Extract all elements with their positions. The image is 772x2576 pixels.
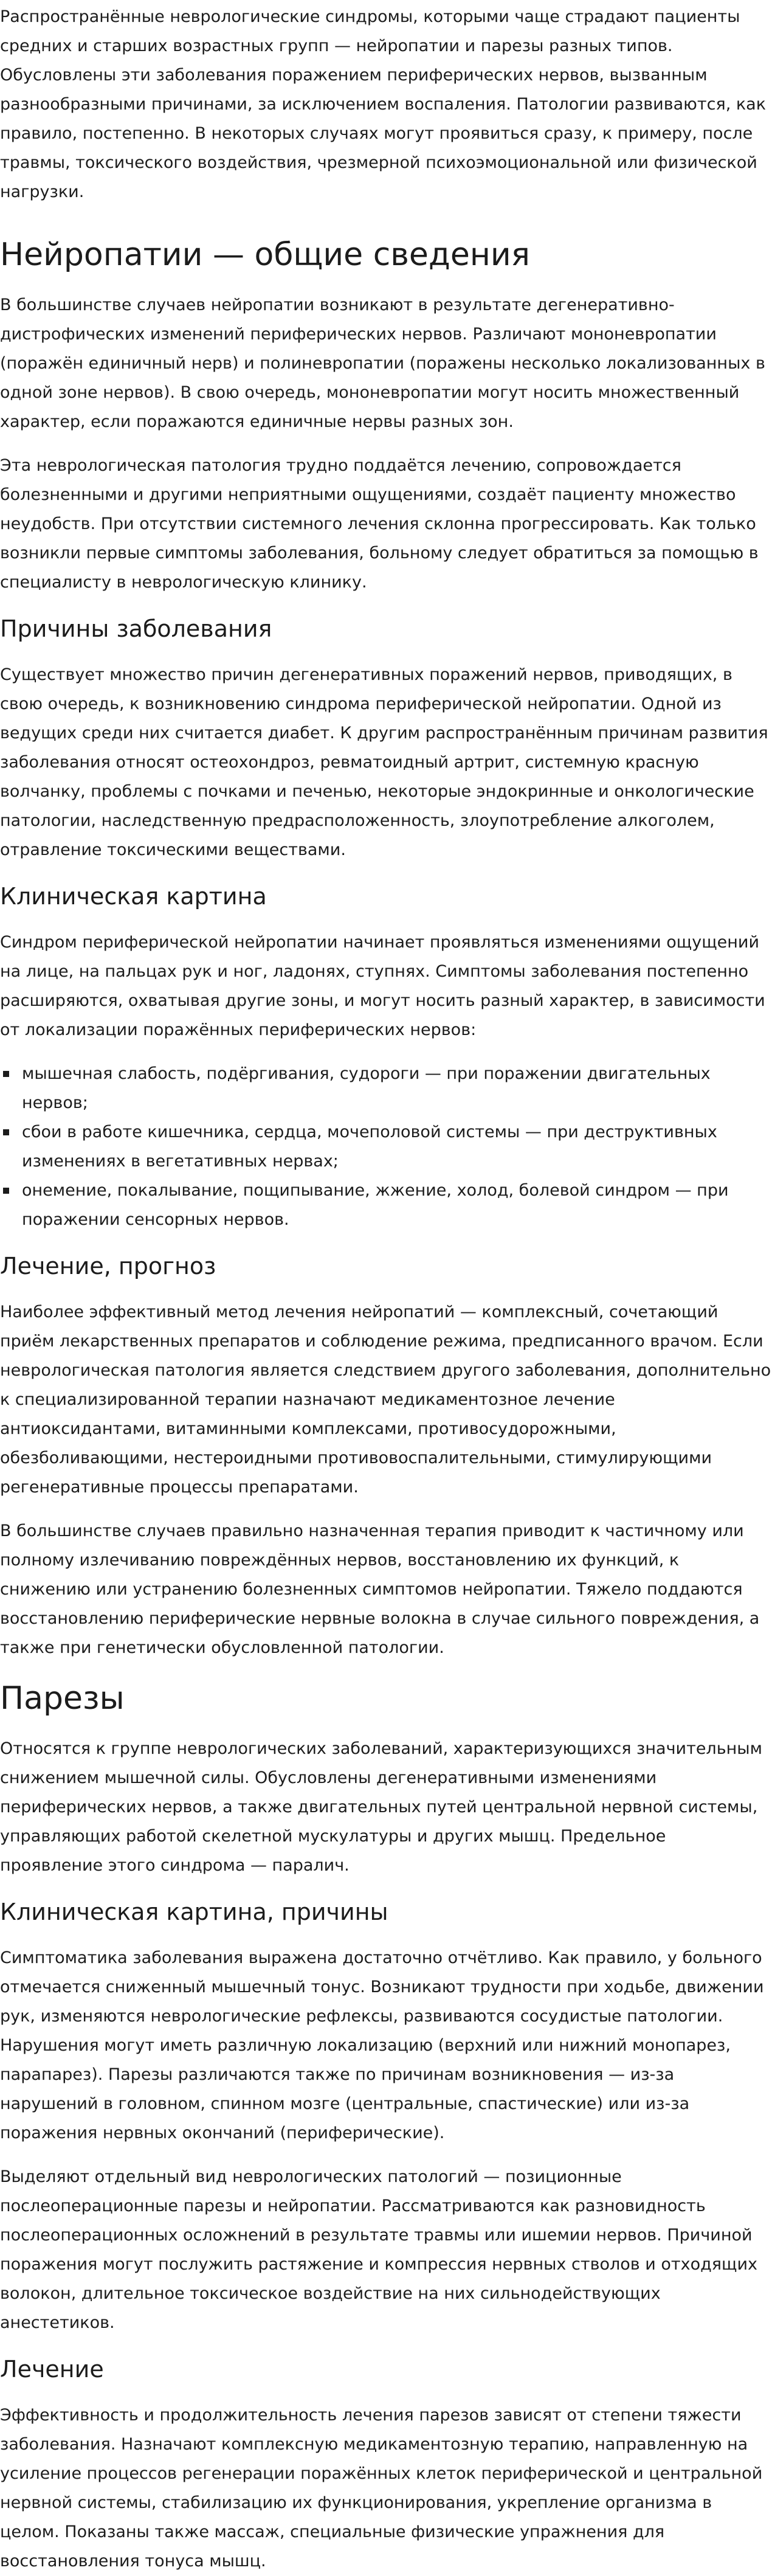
treatment-heading: Лечение, прогноз bbox=[0, 1253, 216, 1279]
list-item: мышечная слабость, подёргивания, судороги — при поражении двигательных нервов; bbox=[22, 1059, 772, 1118]
neuropathy-heading: Нейропатии — общие сведения bbox=[0, 237, 530, 273]
paresis-treatment-paragraph: Эффективность и продолжительность лечения парезов зависят от степени тяжести заболевания. Назначают комплексную медикаментозную терапию, направленную на усиление процессов регенерации поражённых клеток периферической и центральной нервной системы, стабилизацию их функционирования, укрепление организма в целом. Показаны также массаж, специальные физические упражнения для восстановления тонуса мышц. bbox=[0, 2406, 763, 2571]
list-item: онемение, покалывание, пощипывание, жжение, холод, болевой синдром — при поражении сенсорных нервов. bbox=[22, 1176, 772, 1234]
paresis-clinical-paragraph-2: Выделяют отдельный вид неврологических патологий — позиционные послеоперационные парезы и нейропатии. Рассматриваются как разновидность послеоперационных осложнений в результате травмы или ишемии нервов. Причиной поражения могут послужить растяжение и компрессия нервных стволов и отходящих волокон, длительное токсическое воздействие на них сильнодействующих анестетиков. bbox=[0, 2167, 758, 2332]
symptoms-list bbox=[0, 1059, 772, 1234]
clinical-paragraph: Синдром периферической нейропатии начинает проявляться изменениями ощущений на лице, на пальцах рук и ног, ладонях, ступнях. Симптомы заболевания постепенно расширяются, охватывая другие зоны, и могут носить разный характер, в зависимости от локализации поражённых периферических нервов: bbox=[0, 933, 765, 1039]
treatment-paragraph-1: Наиболее эффективный метод лечения нейропатий — комплексный, сочетающий приём лекарственных препаратов и соблюдение режима, предписанного врачом. Если неврологическая патология является следствием другого заболевания, дополнительно к специализированной терапии назначают медикаментозное лечение антиоксидантами, витаминными комплексами, противосудорожными, обезболивающими, нестероидными противовоспалительными, стимулирующими регенеративные процессы препаратами. bbox=[0, 1303, 771, 1497]
list-item: сбои в работе кишечника, сердца, мочеполовой системы — при деструктивных изменениях в вегетативных нервах; bbox=[22, 1118, 772, 1176]
neuropathy-paragraph-1: В большинстве случаев нейропатии возникают в результате дегенеративно-дистрофических изменений периферических нервов. Различают мононевропатии (поражён единичный нерв) и полиневропатии (поражены несколько локализованных в одной зоне нервов). В свою очередь, мононевропатии могут носить множественный характер, если поражаются единичные нервы разных зон. bbox=[0, 296, 765, 431]
paresis-treatment-heading: Лечение bbox=[0, 2356, 104, 2383]
intro-paragraph: Распространённые неврологические синдромы, которыми чаще страдают пациенты средних и старших возрастных групп — нейропатии и парезы разных типов. Обусловлены эти заболевания поражением периферических нервов, вызванным разнообразными причинами, за исключением воспаления. Патологии развиваются, как правило, постепенно. В некоторых случаях могут проявиться сразу, к примеру, после травмы, токсического воздействия, чрезмерной психоэмоциональной или физической нагрузки. bbox=[0, 7, 767, 201]
causes-paragraph: Существует множество причин дегенеративных поражений нервов, приводящих, в свою очередь, к возникновению синдрома периферической нейропатии. Одной из ведущих среди них считается диабет. К другим распространённым причинам развития заболевания относят остеохондроз, ревматоидный артрит, системную красную волчанку, проблемы с почками и печенью, некоторые эндокринные и онкологические патологии, наследственную предрасположенность, злоупотребление алкоголем, отравление токсическими веществами. bbox=[0, 665, 768, 859]
clinical-heading: Клиническая картина bbox=[0, 883, 267, 910]
paresis-paragraph: Относятся к группе неврологических заболеваний, характеризующихся значительным снижением мышечной силы. Обусловлены дегенеративными изменениями периферических нервов, а также двигательных путей центральной нервной системы, управляющих работой скелетной мускулатуры и других мышц. Предельное проявление этого синдрома — паралич. bbox=[0, 1739, 762, 1875]
paresis-clinical-heading: Клиническая картина, причины bbox=[0, 1899, 388, 1925]
treatment-paragraph-2: В большинстве случаев правильно назначенная терапия приводит к частичному или полному излечиванию повреждённых нервов, восстановлению их функций, к снижению или устранению болезненных симптомов нейропатии. Тяжело поддаются восстановлению периферические нервные волокна в случае сильного повреждения, а также при генетически обусловленной патологии. bbox=[0, 1522, 760, 1657]
paresis-heading: Парезы bbox=[0, 1680, 125, 1717]
causes-heading: Причины заболевания bbox=[0, 615, 272, 642]
paresis-clinical-paragraph-1: Симптоматика заболевания выражена достаточно отчётливо. Как правило, у больного отмечается сниженный мышечный тонус. Возникают трудности при ходьбе, движении рук, изменяются неврологические рефлексы, развиваются сосудистые патологии. Нарушения могут иметь различную локализацию (верхний или нижний монопарез, парапарез). Парезы различаются также по причинам возникновения — из-за нарушений в головном, спинном мозге (центральные, спастические) или из-за поражения нервных окончаний (периферические). bbox=[0, 1948, 764, 2142]
neuropathy-paragraph-2: Эта неврологическая патология трудно поддаётся лечению, сопровождается болезненными и другими неприятными ощущениями, создаёт пациенту множество неудобств. При отсутствии системного лечения склонна прогрессировать. Как только возникли первые симптомы заболевания, больному следует обратиться за помощью в специалисту в неврологическую клинику. bbox=[0, 456, 759, 592]
